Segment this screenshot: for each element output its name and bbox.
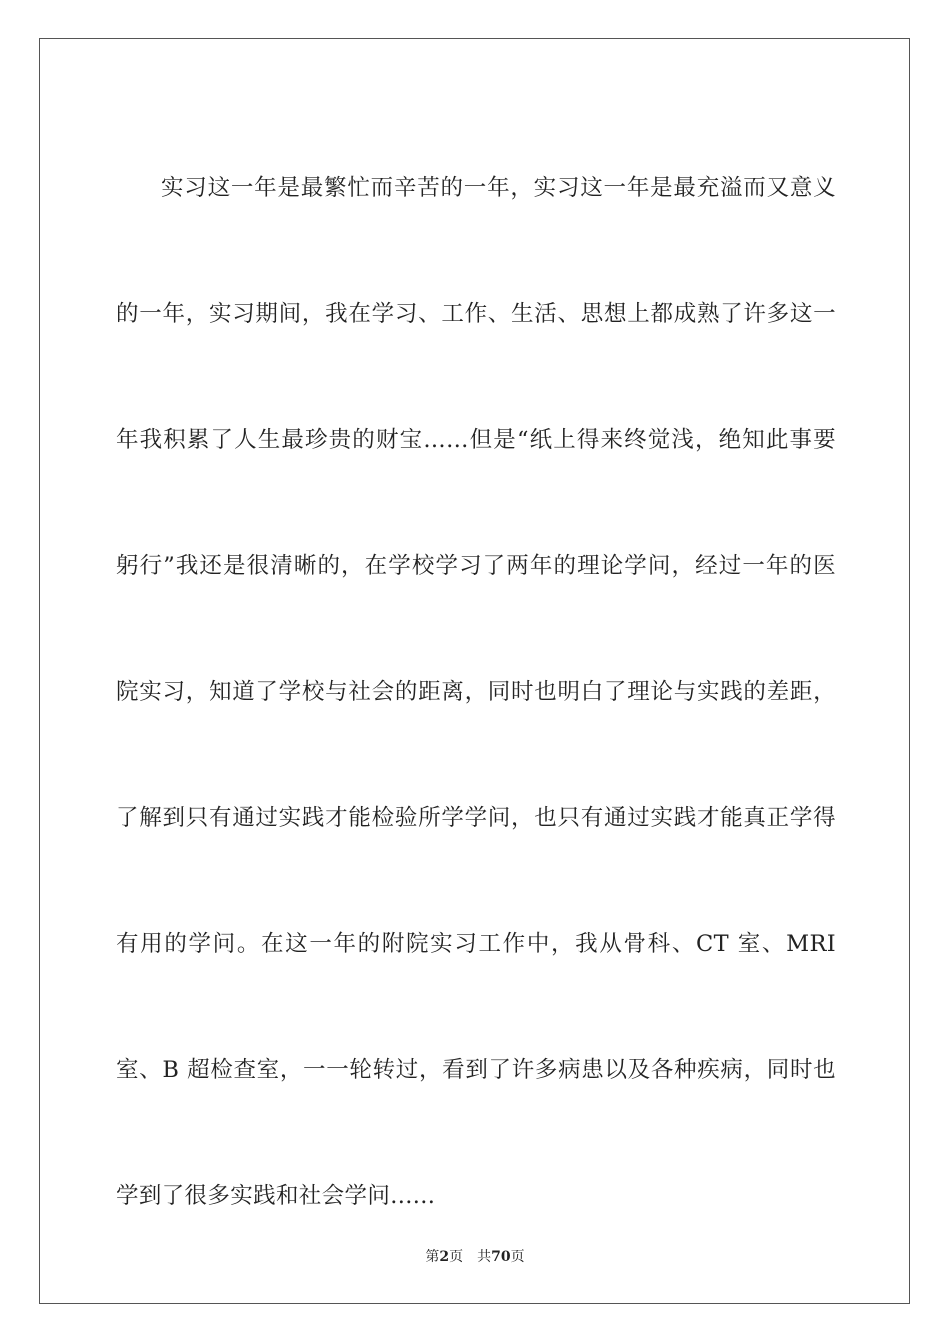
page-footer xyxy=(0,1248,950,1266)
total-pages: 70 xyxy=(491,1249,511,1265)
total-prefix: 共 xyxy=(477,1249,492,1265)
page-suffix: 页 xyxy=(449,1249,464,1265)
body-paragraph: 实习这一年是最繁忙而辛苦的一年，实习这一年是最充溢而又意义的一年，实习期间，我在学习、工作、生活、思想上都成熟了许多这一年我积累了人生最珍贵的财宝……但是“纸上得来终觉浅，绝知此事要躬行”我还是很清晰的，在学校学习了两年的理论学问，经过一年的医院实习，知道了学校与社会的距离，同时也明白了理论与实践的差距，了解到只有通过实践才能检验所学学问，也只有通过实践才能真正学得有用的学问。在这一年的附院实习工作中，我从骨科、CT 室、MRI 室、B 超检查室，一一轮转过，看到了许多病患以及各种疾病，同时也学到了很多实践和社会学问...... xyxy=(116,175,836,1209)
total-suffix: 页 xyxy=(510,1249,525,1265)
page-prefix: 第 xyxy=(425,1249,440,1265)
page-number: 2 xyxy=(439,1249,450,1265)
